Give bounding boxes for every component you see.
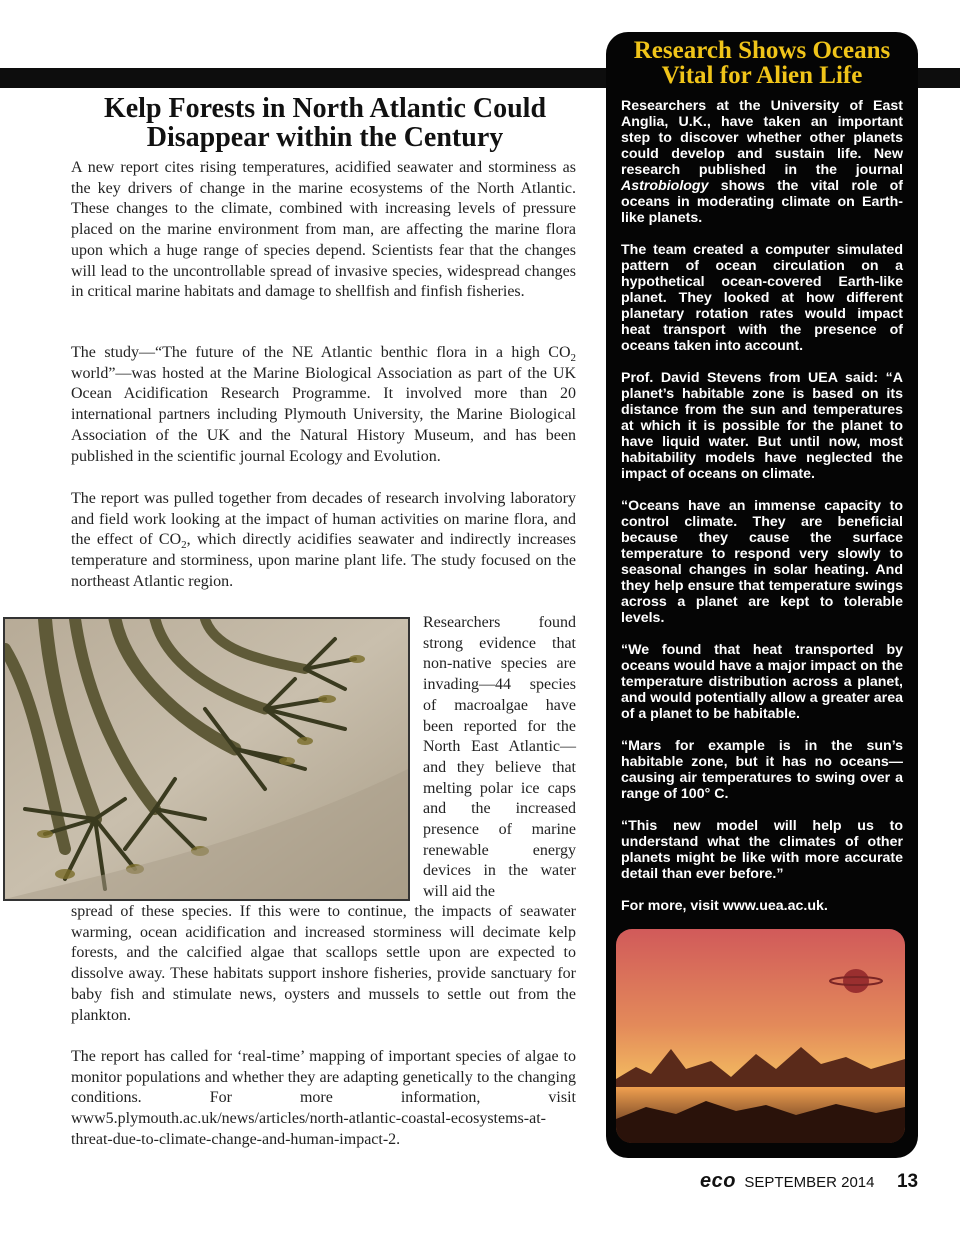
article-paragraph-6: The report has called for ‘real-time’ mapping of important species of algae to monitor populations and whether they are adapting genetically to the changing conditions. For more information, visit www5.plymouth.ac.uk/news/articles/north-atlantic-coastal-ecosystems-at-threat-due-to-climate-change-and-human-impact-2.	[71, 1048, 576, 1148]
sidebar-title-line-1: Research Shows Oceans	[633, 37, 891, 64]
kelp-photo	[3, 617, 410, 901]
article-paragraph-2: The study—“The future of the NE Atlantic benthic flora in a high $CO_2$ world”—was hosted at the Marine Biological Association as part of the UK Ocean Acidification Research Programme. It involved more than 20 international partners including Plymouth University, the Marine Biological Association of the UK and the Natural History Museum, and has been published in the scientific journal Ecology and Evolution.	[71, 344, 576, 465]
sidebar-paragraph-1: Researchers at the University of East Anglia, U.K., have taken an important step to discover whether other planets could develop and sustain life. New research published in the journal Astrobiology shows the vital role of oceans in moderating climate on Earth-like planets.	[621, 98, 903, 226]
sidebar-title	[606, 38, 918, 88]
sidebar-title-line-2: Vital for Alien Life	[661, 62, 863, 89]
sidebar-paragraph-5: “We found that heat transported by oceans would have a major impact on the temperature distribution across a planet, and would potentially allow a greater area of a planet to be habitable.	[621, 642, 903, 722]
sidebar-paragraph-2: The team created a computer simulated pattern of ocean circulation on a hypothetical ocean-covered Earth-like planet. They looked at how different planetary rotation rates would impact heat transport with the presence of oceans taken into account.	[621, 242, 903, 354]
alien-planet-illustration	[616, 929, 905, 1143]
page-number: 13	[896, 1171, 919, 1192]
article-paragraph-4: Researchers found strong evidence that non-native species are invading—44 species of macroalgae have been reported for the North East Atlantic—and they believe that melting polar ice caps and the increased presence of marine renewable energy devices in the water will aid the	[423, 614, 576, 901]
sidebar-paragraph-3: Prof. David Stevens from UEA said: “A planet’s habitable zone is based on its distance from the sun and temperatures at which it is possible for the planet to have liquid water. But until now, most habitability models have neglected the impact of oceans on climate.	[621, 370, 903, 482]
sidebar-paragraph-6: “Mars for example is in the sun’s habitable zone, but it has no oceans—causing air temperatures to swing over a range of 100° C.	[621, 738, 903, 802]
magazine-logo: eco	[700, 1170, 736, 1192]
sidebar-link-text: For more, visit www.uea.ac.uk.	[621, 898, 828, 914]
article-paragraph-1: A new report cites rising temperatures, acidified seawater and storminess as the key drivers of change in the marine ecosystems of the North Atlantic. These changes to the climate, combined with increasing levels of pressure placed on the marine environment from man, are affecting the marine flora upon which a huge range of species depend. Scientists fear that the changes will lead to the uncontrollable spread of invasive species, widespread changes in critical marine habitats and damage to shellfish and finfish fisheries.	[71, 159, 576, 301]
page-footer	[700, 1170, 918, 1193]
article-paragraph-3: The report was pulled together from decades of research involving laboratory and field work looking at the impact of human activities on marine flora, and the effect of $CO_2$, which directly acidifies seawater and indirectly increases temperature and storminess, upon marine plant life. The study focused on the northeast Atlantic region.	[71, 490, 577, 590]
article-paragraph-5: spread of these species. If this were to continue, the impacts of seawater warming, ocean acidification and increased storminess will decimate kelp forests, and the calcified algae that scallops settle upon are expected to dissolve away. These habitats support inshore fisheries, provide sanctuary for baby fish and stimulate news, oysters and mussels to settle out from the plankton.	[71, 903, 576, 1024]
issue-date: SEPTEMBER 2014	[744, 1174, 875, 1191]
sidebar-paragraph-4: “Oceans have an immense capacity to control climate. They are beneficial because they cause the surface temperature to respond very slowly to seasonal changes in solar heating. And they help ensure that temperature swings across a planet are kept to tolerable levels.	[621, 498, 903, 626]
sidebar-box	[606, 32, 918, 1158]
article-title: Kelp Forests in North Atlantic Could Disappear within the Century	[103, 93, 547, 153]
sidebar-paragraph-7: “This new model will help us to understand what the climates of other planets might be like with more accurate detail than ever before.”	[621, 818, 903, 882]
sidebar-body	[621, 98, 903, 930]
